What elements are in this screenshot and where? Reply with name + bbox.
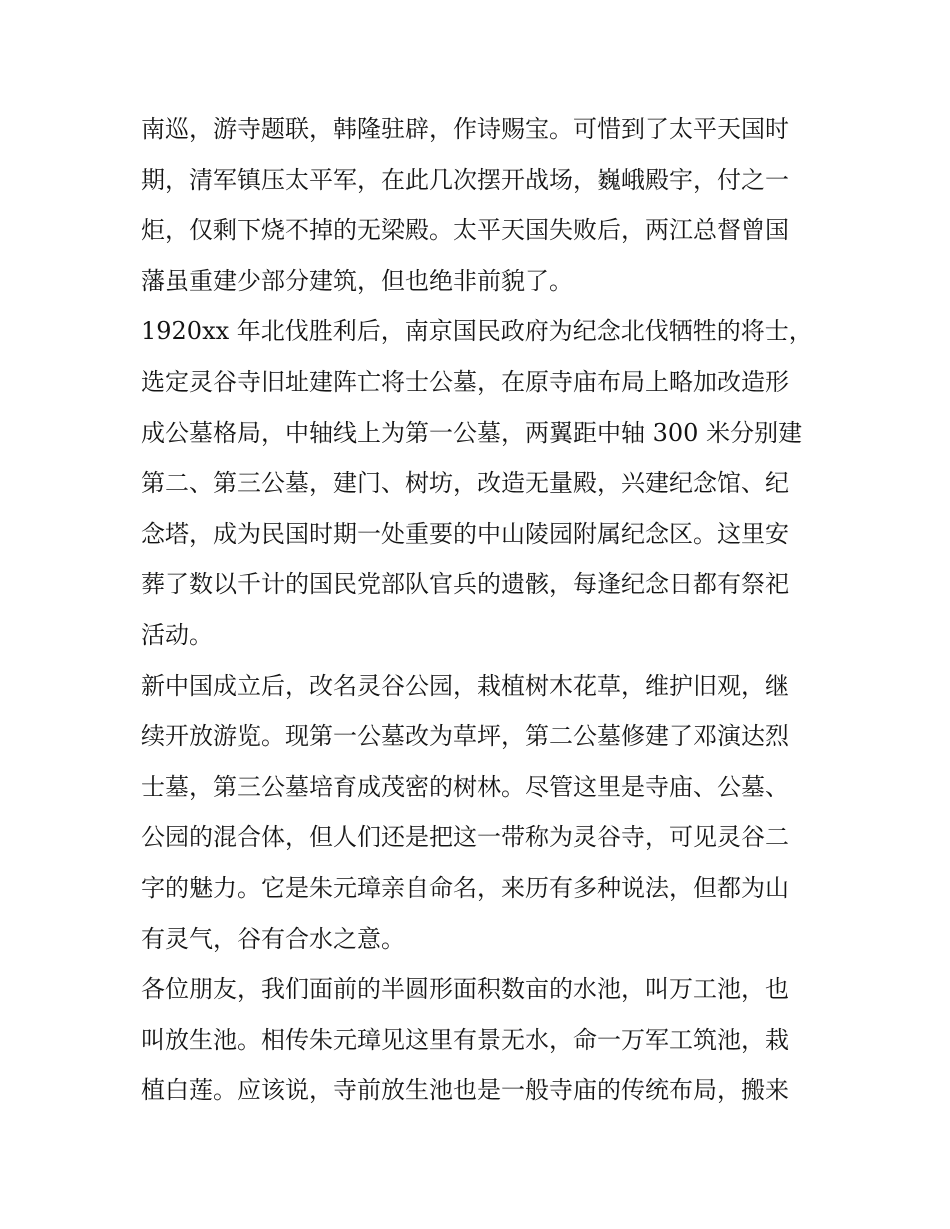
paragraph xyxy=(141,104,813,306)
text-line: 成公墓格局，中轴线上为第一公墓，两翼距中轴 300 米分别建 xyxy=(141,418,803,447)
text-line: 活动。 xyxy=(141,620,213,649)
text-line: 第二、第三公墓，建门、树坊，改造无量殿，兴建纪念馆、纪 xyxy=(141,469,789,498)
text-line: 植白莲。应该说，寺前放生池也是一般寺庙的传统布局，搬来 xyxy=(141,1076,789,1105)
text-line: 藩虽重建少部分建筑，但也绝非前貌了。 xyxy=(141,266,573,295)
text-line: 南巡，游寺题联，韩隆驻辟，作诗赐宝。可惜到了太平天国时 xyxy=(141,115,789,143)
paragraph xyxy=(141,306,813,660)
text-line: 续开放游览。现第一公墓改为草坪，第二公墓修建了邓演达烈 xyxy=(141,722,789,751)
text-line: 公园的混合体，但人们还是把这一带称为灵谷寺，可见灵谷二 xyxy=(141,823,789,852)
text-line: 字的魅力。它是朱元璋亲自命名，来历有多种说法，但都为山 xyxy=(141,873,789,902)
text-line: 士墓，第三公墓培育成茂密的树林。尽管这里是寺庙、公墓、 xyxy=(141,772,789,801)
text-line: 选定灵谷寺旧址建阵亡将士公墓，在原寺庙布局上略加改造形 xyxy=(141,367,789,396)
text-line: 各位朋友，我们面前的半圆形面积数亩的水池，叫万工池，也 xyxy=(141,975,789,1004)
body-text xyxy=(141,104,813,1116)
text-line: 叫放生池。相传朱元璋见这里有景无水，命一万军工筑池，栽 xyxy=(141,1025,789,1054)
text-line: 期，清军镇压太平军，在此几次摆开战场，巍峨殿宇，付之一 xyxy=(141,165,789,194)
text-line: 念塔，成为民国时期一处重要的中山陵园附属纪念区。这里安 xyxy=(141,519,789,548)
paragraph xyxy=(141,661,813,965)
text-line: 1920xx 年北伐胜利后，南京国民政府为纪念北伐牺牲的将士， xyxy=(141,317,813,346)
paragraph xyxy=(141,964,813,1116)
text-line: 新中国成立后，改名灵谷公园，栽植树木花草，维护旧观，继 xyxy=(141,671,789,700)
text-line: 葬了数以千计的国民党部队官兵的遗骸，每逢纪念日都有祭祀 xyxy=(141,570,789,599)
text-line: 炬，仅剩下烧不掉的无梁殿。太平天国失败后，两江总督曾国 xyxy=(141,216,789,245)
text-line: 有灵气，谷有合水之意。 xyxy=(141,924,405,953)
